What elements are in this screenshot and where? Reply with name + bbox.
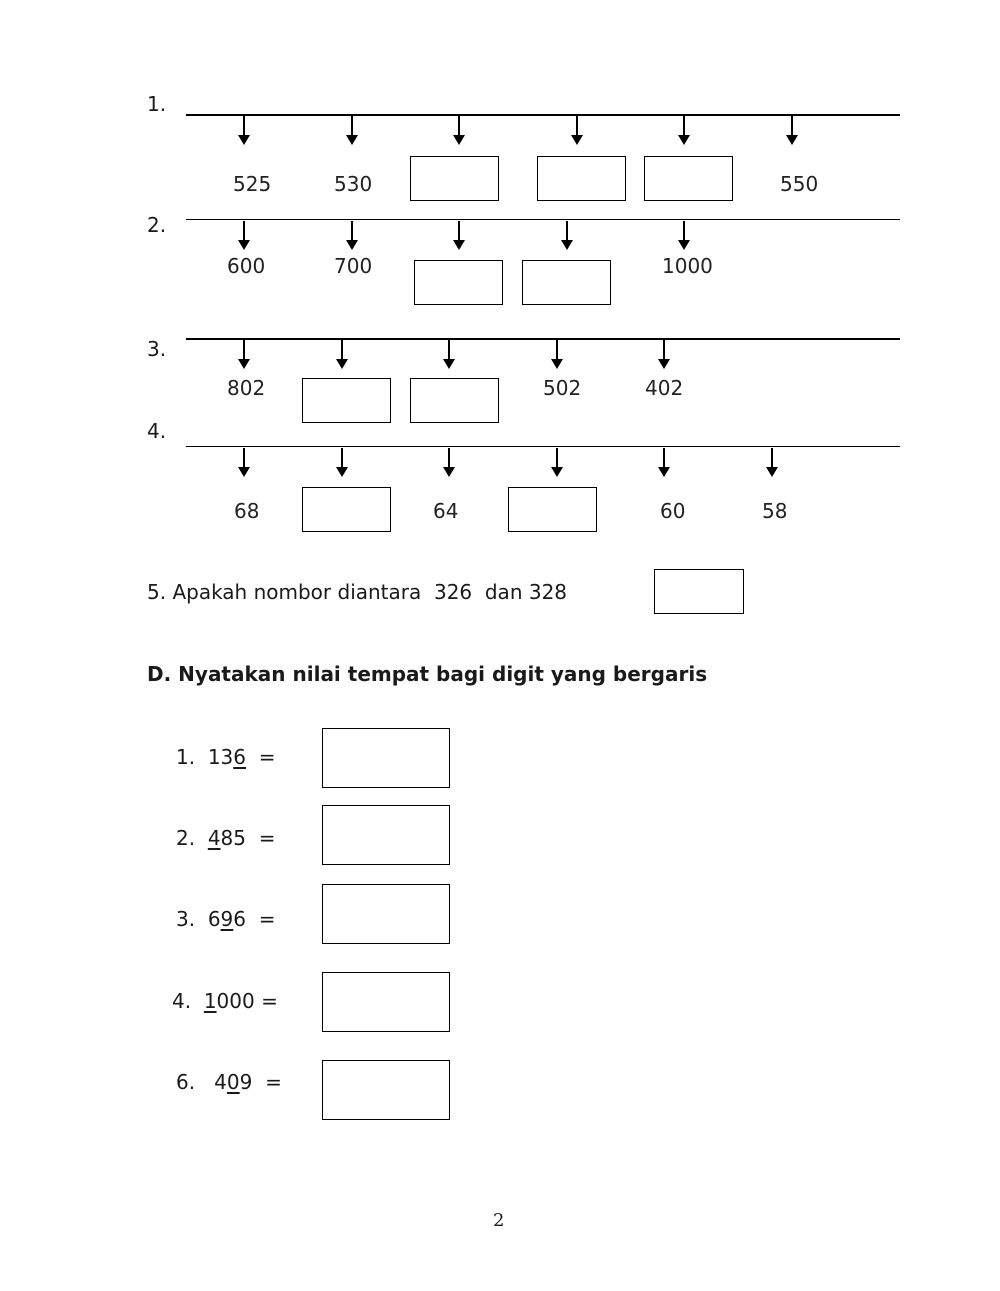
down-arrow-icon [443, 340, 455, 370]
down-arrow-icon [346, 221, 358, 251]
line-2-value: 700 [334, 254, 373, 278]
answer-box[interactable] [322, 728, 450, 788]
place-value-item [176, 1070, 282, 1094]
question-5-text: 5. Apakah nombor diantara 326 dan 328 [147, 580, 568, 604]
down-arrow-icon [766, 448, 778, 478]
digits-before: 6 [207, 907, 221, 931]
item-number: 4. [172, 989, 192, 1013]
down-arrow-icon [658, 340, 670, 370]
down-arrow-icon [346, 116, 358, 146]
line-3-value: 402 [645, 376, 684, 400]
equals-sign: = [265, 1070, 282, 1094]
digits-after: 000 [216, 989, 255, 1013]
line-4-value: 68 [234, 499, 260, 523]
down-arrow-icon [443, 448, 455, 478]
line-1-value: 550 [780, 172, 819, 196]
line-3-label: 3. [147, 337, 167, 361]
down-arrow-icon [453, 221, 465, 251]
down-arrow-icon [551, 340, 563, 370]
line-4-value: 60 [660, 499, 686, 523]
answer-box[interactable] [302, 487, 391, 532]
item-number: 6. [176, 1070, 196, 1094]
place-value-item [176, 907, 276, 931]
place-value-item [176, 745, 275, 769]
down-arrow-icon [551, 448, 563, 478]
number-line-2 [186, 219, 900, 220]
digits-after: 85 [220, 826, 246, 850]
section-d-heading: D. Nyatakan nilai tempat bagi digit yang bergaris [147, 662, 708, 686]
answer-box[interactable] [537, 156, 626, 201]
line-3-value: 802 [227, 376, 266, 400]
line-4-value: 64 [433, 499, 459, 523]
down-arrow-icon [786, 116, 798, 146]
down-arrow-icon [678, 116, 690, 146]
down-arrow-icon [658, 448, 670, 478]
place-value-item [172, 989, 278, 1013]
underlined-digit: 4 [207, 826, 221, 850]
down-arrow-icon [238, 340, 250, 370]
answer-box[interactable] [410, 378, 499, 423]
down-arrow-icon [238, 116, 250, 146]
down-arrow-icon [678, 221, 690, 251]
down-arrow-icon [571, 116, 583, 146]
answer-box[interactable] [322, 884, 450, 944]
down-arrow-icon [238, 221, 250, 251]
line-2-label: 2. [147, 213, 167, 237]
answer-box[interactable] [302, 378, 391, 423]
down-arrow-icon [336, 448, 348, 478]
equals-sign: = [258, 826, 276, 850]
item-number: 3. [176, 907, 196, 931]
answer-box[interactable] [322, 972, 450, 1032]
answer-box[interactable] [654, 569, 744, 614]
page-number: 2 [493, 1210, 505, 1231]
line-4-value: 58 [762, 499, 788, 523]
line-2-value: 600 [227, 254, 266, 278]
answer-box[interactable] [322, 1060, 450, 1120]
equals-sign: = [258, 907, 276, 931]
answer-box[interactable] [508, 487, 597, 532]
underlined-digit: 9 [220, 907, 234, 931]
down-arrow-icon [561, 221, 573, 251]
underlined-digit: 0 [226, 1070, 240, 1094]
item-number: 2. [176, 826, 196, 850]
equals-sign: = [258, 745, 276, 769]
answer-box[interactable] [522, 260, 611, 305]
answer-box[interactable] [644, 156, 733, 201]
line-3-value: 502 [543, 376, 582, 400]
line-1-value: 525 [233, 172, 272, 196]
item-number: 1. [176, 745, 196, 769]
underlined-digit: 1 [203, 989, 217, 1013]
equals-sign: = [261, 989, 278, 1013]
answer-box[interactable] [322, 805, 450, 865]
digits-after: 6 [233, 907, 247, 931]
line-2-value: 1000 [662, 254, 713, 278]
down-arrow-icon [238, 448, 250, 478]
line-4-label: 4. [147, 419, 167, 443]
line-1-label: 1. [147, 92, 167, 116]
down-arrow-icon [453, 116, 465, 146]
line-1-value: 530 [334, 172, 373, 196]
underlined-digit: 6 [233, 745, 246, 769]
number-line-3 [186, 338, 900, 340]
digits-before: 13 [207, 745, 234, 769]
place-value-item [176, 826, 275, 850]
digits-after: 9 [239, 1070, 253, 1094]
answer-box[interactable] [414, 260, 503, 305]
number-line-4 [186, 446, 900, 447]
answer-box[interactable] [410, 156, 499, 201]
down-arrow-icon [336, 340, 348, 370]
digits-before: 4 [214, 1070, 227, 1094]
